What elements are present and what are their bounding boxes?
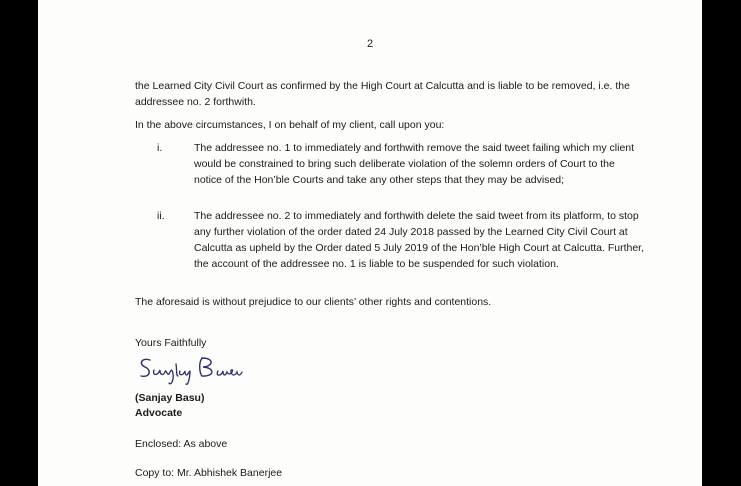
demand-text: The addressee no. 2 to immediately and forthwith delete the said tweet from its platform, to stop any further violation of the order dated 24 July 2018 passed by the Learned City Civil Court at Calcutta as upheld by the Order dated 5 July 2019 of the Hon’ble High Court at Calcutta. Further, the account of the addressee no. 1 is liable to be suspended for such violation. bbox=[194, 210, 645, 270]
intro-paragraph: In the above circumstances, I on behalf of my client, call upon you: bbox=[135, 119, 445, 131]
letter-page bbox=[38, 0, 702, 486]
continuation-paragraph: the Learned City Civil Court as confirmed by the High Court at Calcutta and is liable to be removed, i.e. the addressee no. 2 forthwith. bbox=[135, 80, 630, 108]
page-number: 2 bbox=[366, 38, 374, 50]
salutation: Yours Faithfully bbox=[135, 337, 207, 349]
demand-marker: i. bbox=[157, 142, 163, 154]
signatory-name: (Sanjay Basu) bbox=[135, 392, 205, 404]
demand-text: The addressee no. 1 to immediately and forthwith remove the said tweet failing which my client would be constrained to bring such deliberate violation of the solemn orders of Court to the notice of the Hon’ble Courts and take any other steps that they may be advised; bbox=[194, 142, 635, 186]
copy-to-note: Copy to: Mr. Abhishek Banerjee bbox=[135, 467, 283, 479]
closing-paragraph: The aforesaid is without prejudice to our clients’ other rights and contentions. bbox=[135, 296, 492, 308]
signatory-title: Advocate bbox=[135, 407, 183, 419]
demand-marker: ii. bbox=[157, 210, 165, 222]
enclosed-note: Enclosed: As above bbox=[135, 438, 228, 450]
handwritten-signature bbox=[136, 350, 266, 390]
